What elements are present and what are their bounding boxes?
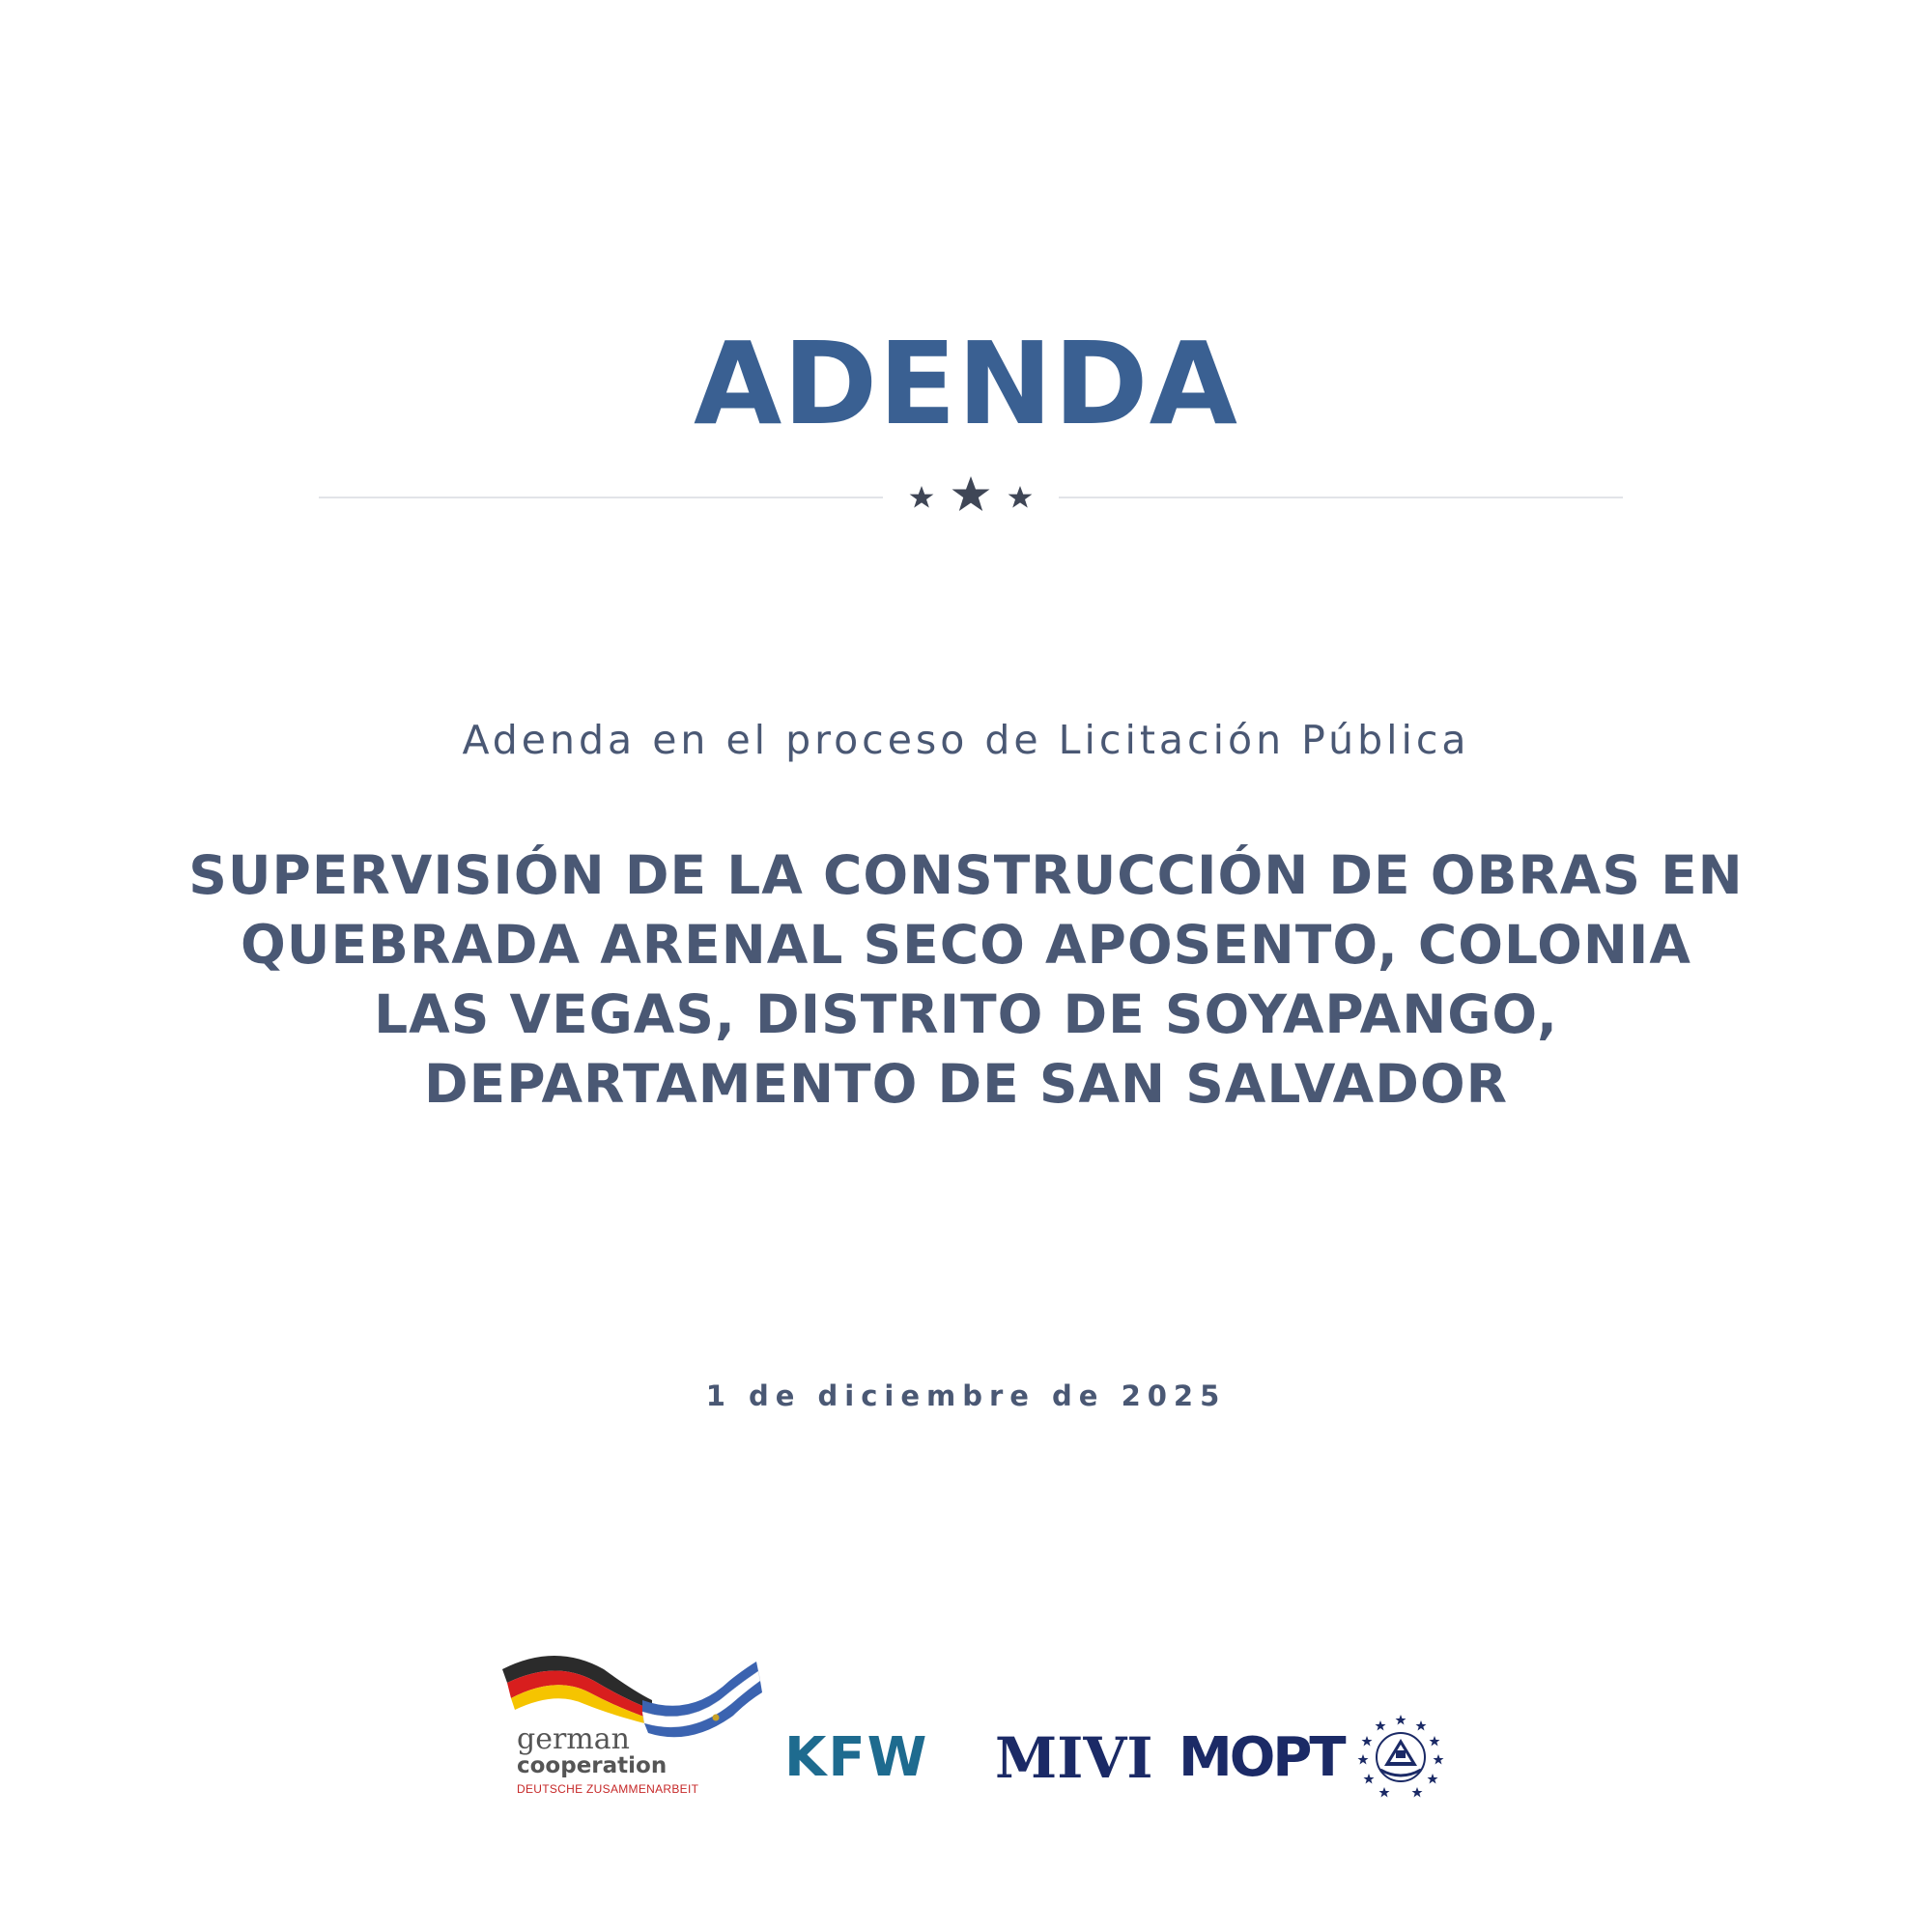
mopt-logo: MOPT (1179, 1726, 1344, 1789)
el-salvador-seal-logo (1357, 1712, 1444, 1799)
small-star-left-icon (910, 486, 934, 508)
divider-line-right (1059, 497, 1623, 498)
national-seal-icon (1357, 1712, 1444, 1799)
three-stars-icon (898, 473, 1043, 522)
german-text: german (517, 1722, 630, 1756)
process-subtitle: Adenda en el proceso de Licitación Pública (462, 717, 1470, 763)
kfw-logo: KFW (784, 1726, 929, 1789)
large-star-center-icon (952, 476, 990, 511)
german-cooperation-logo (497, 1642, 768, 1797)
project-title: SUPERVISIÓN DE LA CONSTRUCCIÓN DE OBRAS EN QUEBRADA ARENAL SECO APOSENTO, COLONIA LAS VEGAS, DISTRITO DE SOYAPANGO, DEPARTAMENTO DE SAN SALVADOR (188, 844, 1744, 1115)
divider-line-left (319, 497, 883, 498)
small-star-right-icon (1009, 486, 1033, 508)
document-date: 1 de diciembre de 2025 (705, 1379, 1227, 1412)
deutsche-zusammenarbeit-text: DEUTSCHE ZUSAMMENARBEIT (517, 1782, 699, 1796)
cooperation-text: cooperation (517, 1753, 668, 1778)
partner-logos (0, 1642, 1932, 1816)
mivi-logo: MIVI (995, 1725, 1153, 1791)
page-title: ADENDA (694, 317, 1238, 450)
title-divider (319, 473, 1623, 531)
